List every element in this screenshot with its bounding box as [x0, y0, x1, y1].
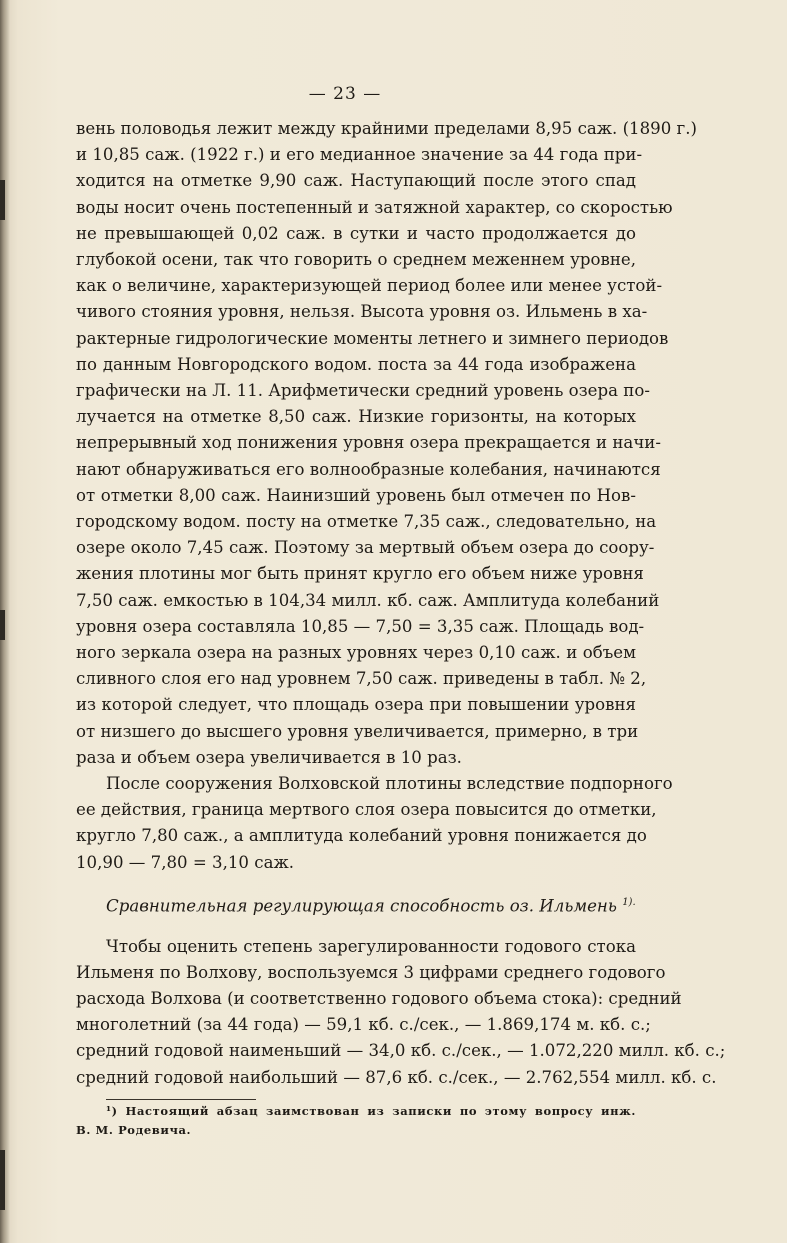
- footnote-line: В. М. Родевича.: [76, 1122, 192, 1137]
- edge-mark: [0, 180, 5, 220]
- text-line: После сооружения Волховской плотины вследствие подпорного: [106, 774, 673, 794]
- text-line: воды носит очень постепенный и затяжной характер, со скоростью: [76, 197, 673, 217]
- text-line: 7,50 саж. емкостью в 104,34 милл. кб. саж. Амплитуда колебаний: [76, 590, 660, 610]
- text-line: ее действия, граница мертвого слоя озера повысится до отметки,: [76, 800, 657, 820]
- text-line: от низшего до высшего уровня увеличивается, примерно, в три: [76, 721, 639, 741]
- text-line: Чтобы оценить степень зарегулированности годового стока: [106, 936, 636, 956]
- body-text: [76, 116, 726, 1140]
- text-line: по данным Новгородского водом. поста за 44 года изображена: [76, 354, 636, 374]
- text-line: кругло 7,80 саж., а амплитуда колебаний уровня понижается до: [76, 826, 647, 846]
- text-line: озере около 7,45 саж. Поэтому за мертвый объем озера до соору-: [76, 538, 655, 558]
- section-gap: [76, 876, 636, 890]
- text-line: чивого стояния уровня, нельзя. Высота уровня оз. Ильмень в ха-: [76, 302, 648, 322]
- paragraph-2: [76, 771, 673, 876]
- text-line: и 10,85 саж. (1922 г.) и его медианное значение за 44 года при-: [76, 145, 643, 165]
- text-line: рактерные гидрологические моменты летнего и зимнего периодов: [76, 328, 669, 348]
- paragraph-1: [76, 116, 697, 771]
- edge-mark: [0, 610, 5, 640]
- text-line: жения плотины мог быть принят кругло его объем ниже уровня: [76, 564, 644, 584]
- text-line: раза и объем озера увеличивается в 10 раз.: [76, 747, 462, 767]
- section-subtitle: [76, 890, 636, 920]
- text-line: от отметки 8,00 саж. Наинизший уровень был отмечен по Нов-: [76, 485, 636, 505]
- text-line: вень половодья лежит между крайними пределами 8,95 саж. (1890 г.): [76, 119, 697, 138]
- text-line: Ильменя по Волхову, воспользуемся 3 цифрами среднего годового: [76, 962, 666, 982]
- footnote-line: ¹) Настоящий абзац заимствован из записки по этому вопросу инж.: [106, 1103, 636, 1118]
- text-line: графически на Л. 11. Арифметически средний уровень озера по-: [76, 381, 650, 401]
- edge-mark: [0, 1150, 5, 1210]
- text-line: лучается на отметке 8,50 саж. Низкие горизонты, на которых: [76, 407, 636, 427]
- text-line: городскому водом. посту на отметке 7,35 саж., следовательно, на: [76, 512, 657, 532]
- footnote: [76, 1102, 636, 1140]
- page-number: — 23 —: [308, 84, 382, 104]
- text-line: нают обнаруживаться его волнообразные колебания, начинаются: [76, 459, 661, 479]
- text-line: многолетний (за 44 года) — 59,1 кб. с./сек., — 1.869,174 м. кб. с.;: [76, 1015, 651, 1035]
- text-line: ного зеркала озера на разных уровнях через 0,10 саж. и объем: [76, 643, 636, 663]
- text-line: не превышающей 0,02 саж. в сутки и часто продолжается до: [76, 223, 636, 243]
- footnote-reference: 1).: [622, 896, 636, 908]
- section-subtitle-text: Сравнительная регулирующая способность оз. Ильмень: [106, 896, 617, 916]
- text-line: средний годовой наименьший — 34,0 кб. с./сек., — 1.072,220 милл. кб. с.;: [76, 1041, 726, 1061]
- section-gap: [76, 920, 636, 934]
- text-line: расхода Волхова (и соответственно годового объема стока): средний: [76, 989, 682, 1009]
- paragraph-3: [76, 934, 726, 1091]
- text-line: глубокой осени, так что говорить о среднем меженнем уровне,: [76, 250, 636, 270]
- footnote-divider: [106, 1099, 256, 1100]
- text-line: 10,90 — 7,80 = 3,10 саж.: [76, 852, 294, 872]
- text-line: сливного слоя его над уровнем 7,50 саж. приведены в табл. № 2,: [76, 669, 647, 689]
- text-line: уровня озера составляла 10,85 — 7,50 = 3,35 саж. Площадь вод-: [76, 616, 645, 636]
- text-line: средний годовой наибольший — 87,6 кб. с./сек., — 2.762,554 милл. кб. с.: [76, 1067, 717, 1087]
- text-line: из которой следует, что площадь озера при повышении уровня: [76, 695, 636, 715]
- text-line: как о величине, характеризующей период более или менее устой-: [76, 276, 663, 296]
- text-line: непрерывный ход понижения уровня озера прекращается и начи-: [76, 433, 661, 453]
- text-line: ходится на отметке 9,90 саж. Наступающий после этого спад: [76, 171, 636, 191]
